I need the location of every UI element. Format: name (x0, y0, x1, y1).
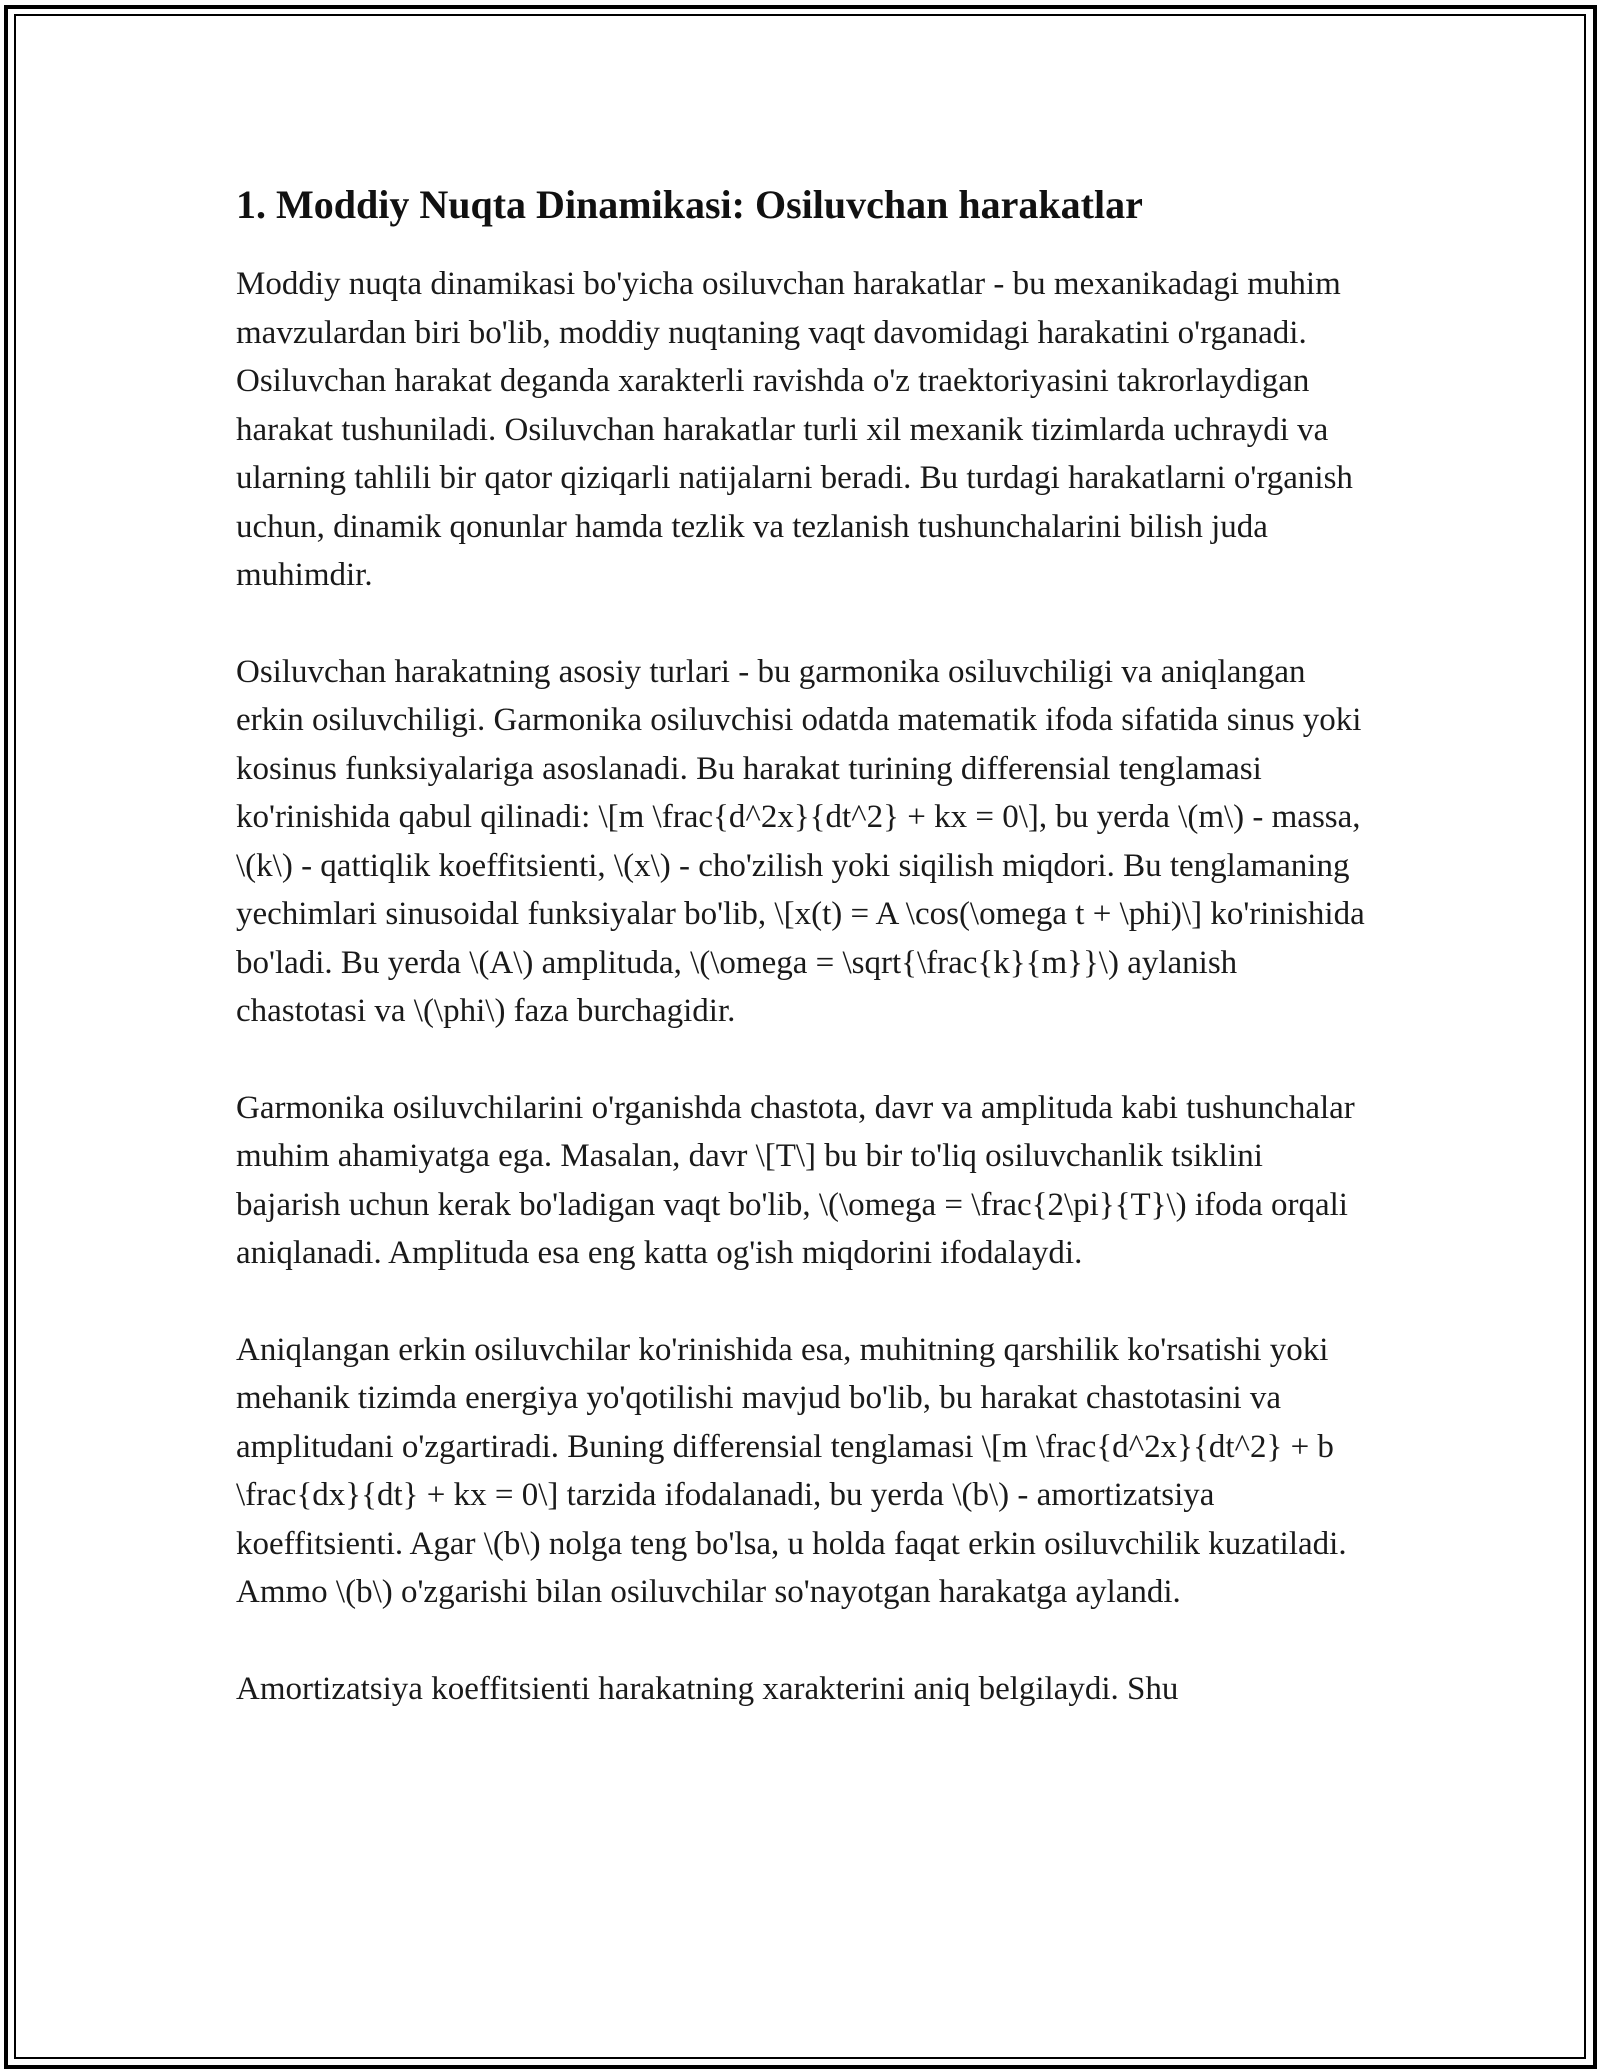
paragraph-1: Moddiy nuqta dinamikasi bo'yicha osiluvchan harakatlar - bu mexanikadagi muhim mavzulardan biri bo'lib, moddiy nuqtaning vaqt davomidagi harakatini o'rganadi. Osiluvchan harakat deganda xarakterli ravishda o'z traektoriyasini takrorlaydigan harakat tushuniladi. Osiluvchan harakatlar turli xil mexanik tizimlarda uchraydi va ularning tahlili bir qator qiziqarli natijalarni beradi. Bu turdagi harakatlarni o'rganish uchun, dinamik qonunlar hamda tezlik va tezlanish tushunchalarini bilish juda muhimdir. (236, 266, 1353, 593)
paragraph-5: Amortizatsiya koeffitsienti harakatning xarakterini aniq belgilaydi. Shu (236, 1670, 1179, 1707)
paragraph-2: Osiluvchan harakatning asosiy turlari - bu garmonika osiluvchiligi va aniqlangan erkin osiluvchiligi. Garmonika osiluvchisi odatda matematik ifoda sifatida sinus yoki kosinus funksiyalariga asoslanadi. Bu harakat turining differensial tenglamasi ko'rinishida qabul qilinadi: \[m \frac{d^2x}{dt^2} + kx = 0\], bu yerda \(m\) - massa, \(k\) - qattiqlik koeffitsienti, \(x\) - cho'zilish yoki siqilish miqdori. Bu tenglamaning yechimlari sinusoidal funksiyalar bo'lib, \[x(t) = A \cos(\omega t + \phi)\] ko'rinishida bo'ladi. Bu yerda \(A\) amplituda, \(\omega = \sqrt{\frac{k}{m}}\) aylanish chastotasi va \(\phi\) faza burchagidir. (236, 653, 1365, 1029)
paragraph-3: Garmonika osiluvchilarini o'rganishda chastota, davr va amplituda kabi tushunchalar muhim ahamiyatga ega. Masalan, davr \[T\] bu bir to'liq osiluvchanlik tsiklini bajarish uchun kerak bo'ladigan vaqt bo'lib, \(\omega = \frac{2\pi}{T}\) ifoda orqali aniqlanadi. Amplituda esa eng katta og'ish miqdorini ifodalaydi. (236, 1089, 1355, 1271)
document-body (236, 178, 1366, 1761)
paragraph-4: Aniqlangan erkin osiluvchilar ko'rinishida esa, muhitning qarshilik ko'rsatishi yoki mehanik tizimda energiya yo'qotilishi mavjud bo'lib, bu harakat chastotasini va amplitudani o'zgartiradi. Buning differensial tenglamasi \[m \frac{d^2x}{dt^2} + b \frac{dx}{dt} + kx = 0\] tarzida ifodalanadi, bu yerda \(b\) - amortizatsiya koeffitsienti. Agar \(b\) nolga teng bo'lsa, u holda faqat erkin osiluvchilik kuzatiladi. Ammo \(b\) o'zgarishi bilan osiluvchilar so'nayotgan harakatga aylandi. (236, 1331, 1347, 1610)
section-heading: 1. Moddiy Nuqta Dinamikasi: Osiluvchan harakatlar (236, 182, 1143, 227)
